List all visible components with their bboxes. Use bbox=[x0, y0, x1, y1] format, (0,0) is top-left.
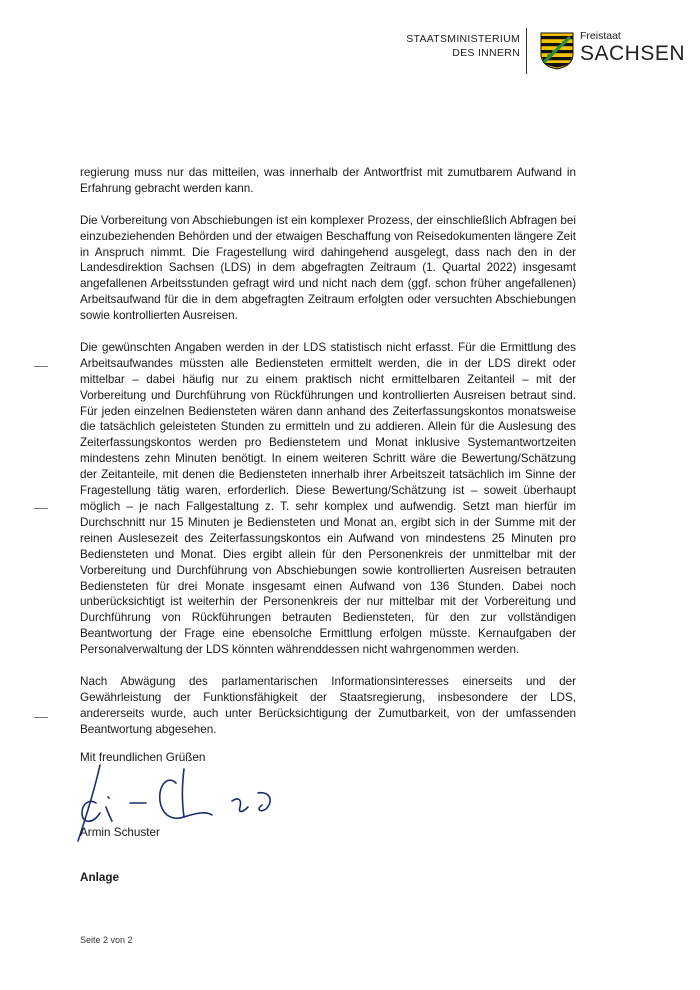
margin-fold-mark bbox=[34, 717, 48, 718]
header-divider bbox=[526, 28, 527, 74]
ministry-line-1: STAATSMINISTERIUM bbox=[406, 33, 520, 45]
saxony-coat-of-arms-icon bbox=[540, 32, 574, 70]
paragraph-2: Die Vorbereitung von Abschiebungen ist ein komplexer Prozess, der einschließlich Abfragen bei einzubeziehenden Behörden und der etwaigen Beschaffung von Reisedokumenten längere Zeit in Anspruch nimmt. Die Fragestellung wird dahingehend ausgelegt, dass nach den in der Landesdirektion Sachsen (LDS) in dem abgefragten Zeitraum (1. Quartal 2022) insgesamt angefallenen Arbeitsstunden gefragt wird und nicht nach dem (ggf. schon früher angefallenen) Arbeitsaufwand für die in dem abgefragten Zeitraum erfolgten oder versuchten Abschiebungen sowie kontrollierten Ausreisen. bbox=[80, 213, 576, 323]
paragraph-4: Nach Abwägung des parlamentarischen Informationsinteresses einerseits und der Gewährleistung der Funktionsfähigkeit der Staatsregierung, insbesondere der LDS, andererseits wurde, auch unter Berücksichtigung der Zumutbarkeit, von der umfassenden Beantwortung abgesehen. bbox=[80, 674, 576, 736]
ministry-line-2: DES INNERN bbox=[452, 47, 520, 59]
margin-fold-mark bbox=[34, 366, 48, 367]
page-number: Seite 2 von 2 bbox=[80, 935, 133, 945]
margin-punch-mark bbox=[34, 508, 48, 509]
letterhead bbox=[400, 28, 690, 78]
signer-name: Armin Schuster bbox=[80, 826, 160, 839]
paragraph-3: Die gewünschten Angaben werden in der LDS statistisch nicht erfasst. Für die Ermittlung des Arbeitsaufwandes müssten alle Bediensteten ermittelt werden, die in der LDS direkt oder mittelbar – dabei häufig nur zu einem praktisch nicht ermittelbaren Zeitanteil – mit der Vorbereitung und Durchführung von Rückführungen und kontrollierten Ausreisen betraut sind. Für jeden einzelnen Bediensteten wären dann anhand des Zeiterfassungskontos monatsweise die tatsächlich geleisteten Stunden zu ermitteln und zu addieren. Allein für die Auslesung des Zeiterfassungskontos werden pro Bedienstetem und Monat inklusive Systemantwortzeiten mindestens zehn Minuten benötigt. In einem weiteren Schritt wäre die Bewertung/Schätzung der Zeitanteile, mit denen die Bediensteten innerhalb ihrer Arbeitszeit tatsächlich im Sinne der Fragestellung tätig waren, erforderlich. Diese Bewertung/Schätzung ist – soweit überhaupt möglich – je nach Fallgestaltung z. T. sehr komplex und aufwendig. Setzt man hierfür im Durchschnitt nur 15 Minuten je Bediensteten und Monat an, ergibt sich in der Summe mit der reinen Auslesezeit des Zeiterfassungskontos ein Aufwand von mindestens 25 Minuten pro Bediensteten und Monat. Dies ergibt allein für den Personenkreis der unmittelbar mit der Vorbereitung und Durchführung von Abschiebungen sowie kontrollierten Ausreisen betrauten Bediensteten für drei Monate insgesamt einen Aufwand von 136 Stunden. Dabei noch unberücksichtigt ist weiterhin der Personenkreis der nur mittelbar mit der Vorbereitung und Durchführung von Rückführungen betrauten Bediensteten, für den zur vollständigen Beantwortung der Frage eine ebensolche Ermittlung erfolgen müsste. Kernaufgaben der Personalverwaltung der LDS könnten währenddessen nicht wahrgenommen werden. bbox=[80, 340, 576, 657]
letter-body bbox=[80, 165, 576, 753]
closing-greeting: Mit freundlichen Grüßen bbox=[80, 751, 206, 764]
state-big: SACHSEN bbox=[580, 42, 686, 65]
ministry-name bbox=[406, 32, 520, 60]
paragraph-1: regierung muss nur das mitteilen, was innerhalb der Antwortfrist mit zumutbarem Aufwand in Erfahrung gebracht werden kann. bbox=[80, 166, 576, 195]
state-name bbox=[580, 30, 685, 66]
state-small: Freistaat bbox=[580, 30, 621, 42]
annex-label: Anlage bbox=[80, 871, 119, 884]
